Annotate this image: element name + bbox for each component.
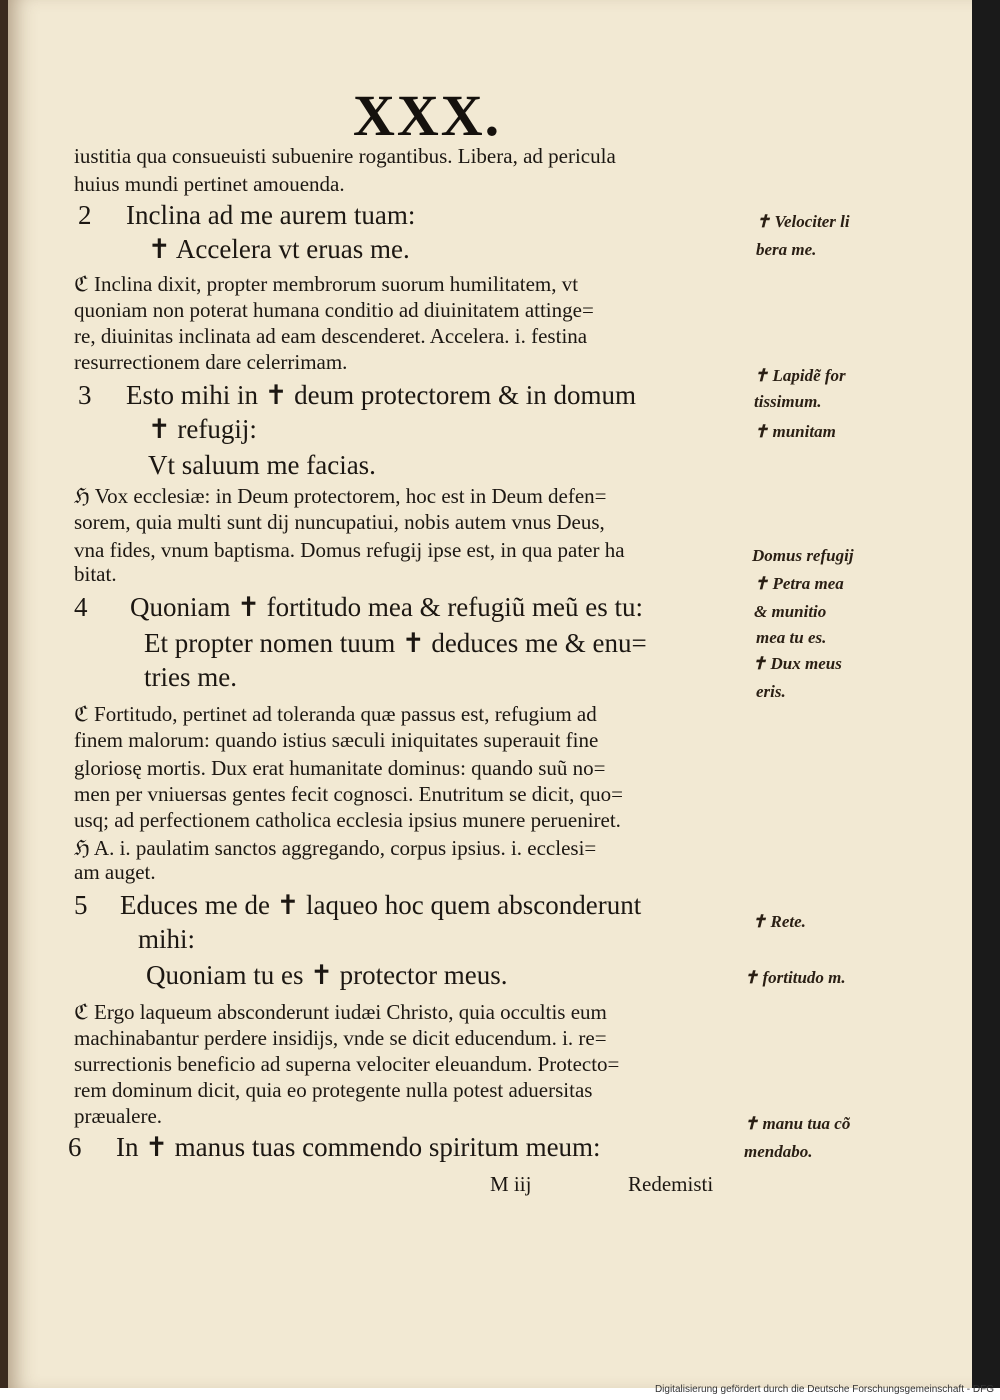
margin-note: ✝ munitam	[754, 422, 836, 441]
verse-line: ✝ refugij:	[148, 414, 257, 444]
margin-note: Domus refugij	[752, 546, 854, 565]
verse-number: 4	[74, 592, 88, 622]
margin-note: ✝ manu tua cõ	[744, 1114, 851, 1133]
book-page	[8, 0, 972, 1388]
margin-note: ✝ Dux meus	[752, 654, 842, 673]
margin-note: mendabo.	[744, 1142, 813, 1161]
commentary-line: præualere.	[74, 1104, 163, 1128]
digitization-notice: Digitalisierung gefördert durch die Deutsche Forschungsgemeinschaft - DFG	[654, 1384, 994, 1395]
commentary-line: surrectionis beneficio ad superna velociter eleuandum. Protecto=	[74, 1052, 620, 1076]
commentary-line: usq; ad perfectionem catholica ecclesia ipsius munere perueniret.	[74, 808, 621, 832]
commentary-line: ℭ Ergo laqueum absconderunt iudæi Christo, quia occultis eum	[74, 1000, 607, 1024]
commentary-line: ℌ Vox ecclesiæ: in Deum protectorem, hoc est in Deum defen=	[74, 484, 607, 508]
verse-line: Quoniam tu es ✝ protector meus.	[146, 960, 508, 990]
verse-number: 5	[74, 890, 88, 920]
commentary-line: resurrectionem dare celerrimam.	[74, 350, 348, 374]
commentary-line: huius mundi pertinet amouenda.	[74, 172, 345, 196]
commentary-line: gloriosę mortis. Dux erat humanitate dominus: quando suũ no=	[74, 756, 606, 780]
signature-mark: M iij	[490, 1172, 532, 1196]
commentary-line: ℭ Inclina dixit, propter membrorum suorum humilitatem, vt	[74, 272, 579, 296]
verse-line: tries me.	[144, 662, 237, 692]
verse-line: Vt saluum me facias.	[148, 450, 376, 480]
margin-note: eris.	[756, 682, 786, 701]
margin-note: ✝ Velociter li	[756, 212, 850, 231]
commentary-line: quoniam non poterat humana conditio ad diuinitatem attinge=	[74, 298, 594, 322]
commentary-line: finem malorum: quando istius sæculi iniquitates superauit fine	[74, 728, 599, 752]
book-binding-edge	[0, 0, 8, 1388]
verse-line: Educes me de ✝ laqueo hoc quem absconderunt	[120, 890, 642, 920]
margin-note: & munitio	[754, 602, 827, 621]
commentary-line: ℭ Fortitudo, pertinet ad toleranda quæ passus est, refugium ad	[74, 702, 597, 726]
verse-line: ✝ Accelera vt eruas me.	[148, 234, 410, 264]
commentary-line: vna fides, vnum baptisma. Domus refugij ipse est, in qua pater ha	[74, 538, 625, 562]
verse-line: Esto mihi in ✝ deum protectorem & in domum	[126, 380, 637, 410]
catchword: Redemisti	[628, 1172, 714, 1196]
margin-note: ✝ Rete.	[752, 912, 806, 931]
scan-border-right	[972, 0, 1000, 1388]
margin-note: ✝ fortitudo m.	[744, 968, 846, 987]
commentary-line: sorem, quia multi sunt dij nuncupatiui, nobis autem vnus Deus,	[74, 510, 605, 534]
verse-number: 6	[68, 1132, 82, 1162]
verse-line: Inclina ad me aurem tuam:	[126, 200, 416, 230]
verse-number: 2	[78, 200, 92, 230]
commentary-line: iustitia qua consueuisti subuenire rogantibus. Libera, ad pericula	[74, 144, 616, 168]
margin-note: ✝ Petra mea	[754, 574, 844, 593]
verse-line: mihi:	[138, 924, 196, 954]
margin-note: ✝ Lapidẽ for	[754, 366, 846, 385]
commentary-line: men per vniuersas gentes fecit cognosci. Enutritum se dicit, quo=	[74, 782, 623, 806]
commentary-line: re, diuinitas inclinata ad eam descenderet. Accelera. i. festina	[74, 324, 588, 348]
verse-line: Et propter nomen tuum ✝ deduces me & enu=	[144, 628, 647, 658]
page-header-numeral: XXX.	[353, 83, 502, 148]
commentary-line: am auget.	[74, 860, 156, 884]
margin-note: tissimum.	[754, 392, 822, 411]
margin-note: bera me.	[756, 240, 817, 259]
verse-line: Quoniam ✝ fortitudo mea & refugiũ meũ es tu:	[130, 592, 644, 622]
commentary-line: machinabantur perdere insidijs, vnde se dicit educendum. i. re=	[74, 1026, 607, 1050]
verse-number: 3	[78, 380, 92, 410]
margin-note: mea tu es.	[756, 628, 827, 647]
commentary-line: rem dominum dicit, quia eo protegente nulla potest aduersitas	[74, 1078, 593, 1102]
commentary-line: bitat.	[74, 562, 117, 586]
commentary-line: ℌ A. i. paulatim sanctos aggregando, corpus ipsius. i. ecclesi=	[74, 836, 597, 860]
verse-line: In ✝ manus tuas commendo spiritum meum:	[116, 1132, 601, 1162]
